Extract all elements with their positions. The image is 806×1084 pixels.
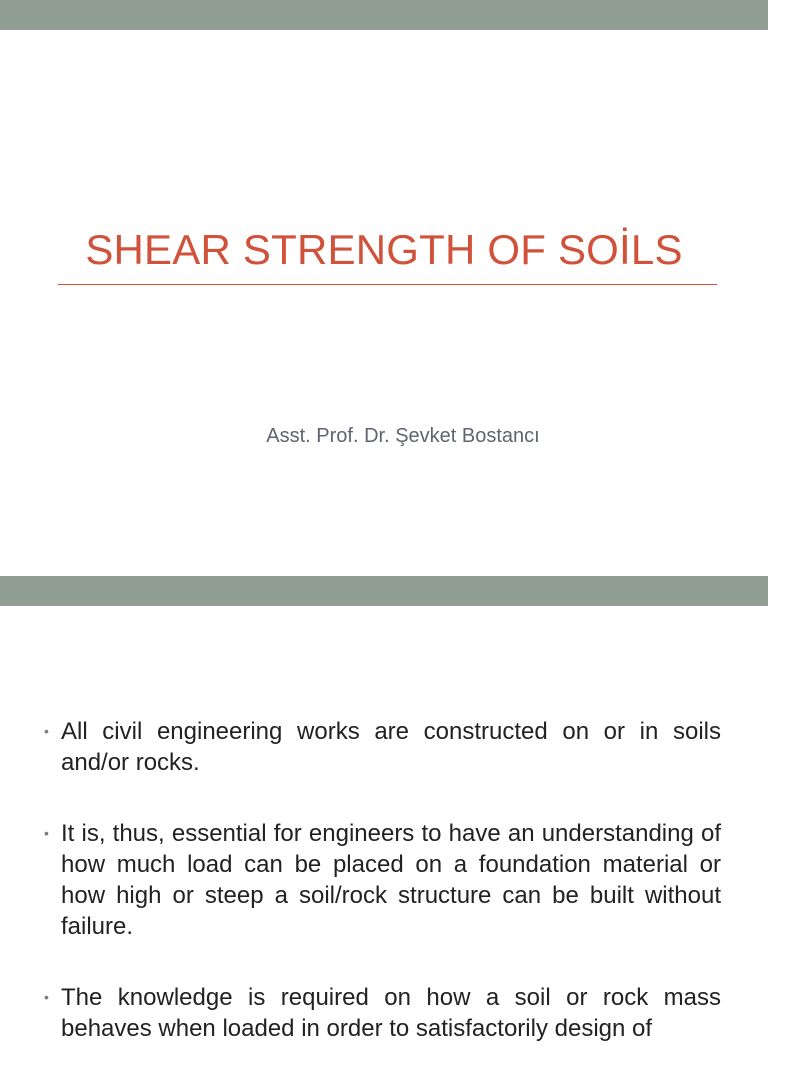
slide-separator-band [0, 576, 768, 606]
bullet-text: It is, thus, essential for engineers to have an understanding of how much load can be placed on a foundation material or how high or steep a soil/rock structure can be built without failure. [61, 820, 721, 940]
author-name: Asst. Prof. Dr. Şevket Bostancı [266, 425, 540, 447]
bullet-dot-icon: • [44, 989, 49, 1005]
bullet-item [44, 982, 721, 1044]
title-slide [0, 30, 768, 576]
slide-top-band [0, 0, 768, 30]
bullet-dot-icon: • [44, 825, 49, 841]
bullet-item [44, 716, 721, 778]
bullet-dot-icon: • [44, 723, 49, 739]
bullet-list [0, 716, 768, 1084]
slide-title: SHEAR STRENGTH OF SOİLS [85, 226, 683, 273]
bullet-text: The knowledge is required on how a soil or rock mass behaves when loaded in order to satisfactorily design of [61, 984, 721, 1042]
bullet-text: All civil engineering works are constructed on or in soils and/or rocks. [61, 718, 721, 776]
content-slide [0, 606, 768, 1042]
title-underline [58, 284, 717, 285]
bullet-item [44, 818, 721, 942]
